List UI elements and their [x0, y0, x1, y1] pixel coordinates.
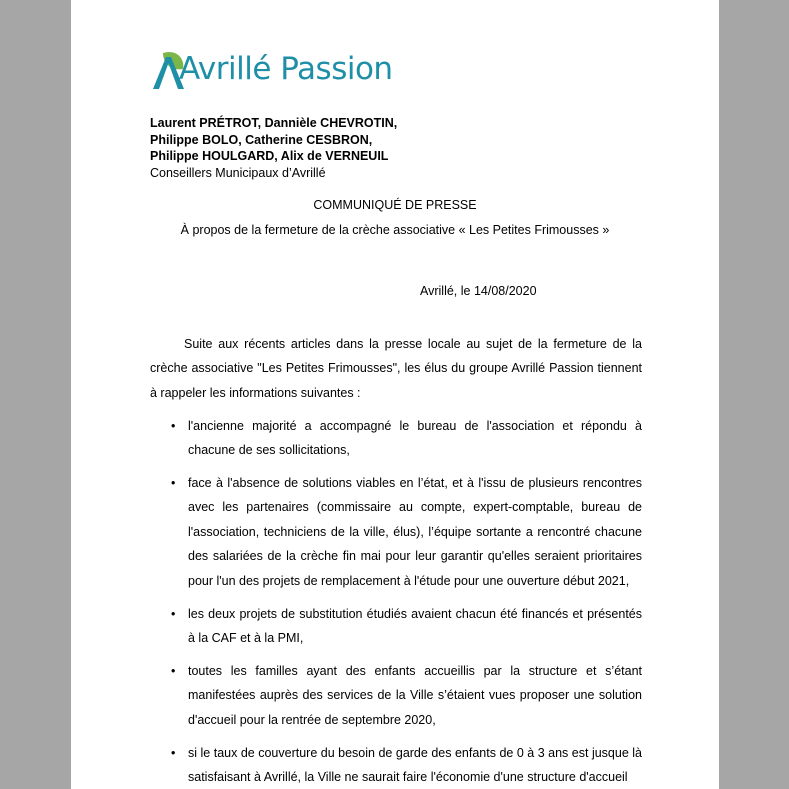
bullet-list	[150, 414, 642, 789]
bullet-icon: •	[171, 606, 176, 621]
press-release-title: COMMUNIQUÉ DE PRESSE	[313, 198, 477, 212]
authors-role: Conseillers Municipaux d’Avrillé	[150, 165, 326, 180]
author-line: Laurent PRÉTROT, Dannièle CHEVROTIN,	[150, 116, 398, 130]
list-item	[150, 741, 642, 789]
list-item	[150, 659, 642, 732]
press-release-subtitle: À propos de la fermeture de la crèche associative « Les Petites Frimousses »	[180, 223, 610, 237]
list-item	[150, 414, 642, 463]
authors-block	[150, 115, 550, 181]
body-text	[150, 332, 642, 789]
logo	[149, 47, 409, 95]
list-item-text: face à l'absence de solutions viables en l’état, et à l'issu de plusieurs rencontres avec les partenaires (commissaire au compte, expert-comptable, bureau de l'association, techniciens de la ville, élus), l’équipe sortante a rencontré chacune des salariées de la crèche fin mai pour leur garantir qu'elles seraient prioritaires pour l'un des projets de remplacement à l'étude pour une ouverture début 2021,	[188, 476, 642, 588]
document-page	[71, 0, 719, 789]
intro-paragraph: Suite aux récents articles dans la presse locale au sujet de la fermeture de la crèche associative "Les Petites Frimousses", les élus du groupe Avrillé Passion tiennent à rappeler les informations suivantes :	[150, 337, 642, 400]
author-line: Philippe BOLO, Catherine CESBRON,	[150, 132, 373, 147]
logo-text: Avrillé Passion	[179, 51, 393, 87]
list-item-text: les deux projets de substitution étudiés avaient chacun été financés et présentés à la CAF et à la PMI,	[188, 606, 642, 645]
author-line: Philippe HOULGARD, Alix de VERNEUIL	[150, 149, 389, 164]
bullet-icon: •	[171, 418, 176, 433]
list-item-text: toutes les familles ayant des enfants accueillis par la structure et s’étant manifestées auprès des services de la Ville s’étaient vues proposer une solution d'accueil pour la rentrée de septembre 2020,	[188, 663, 642, 727]
dateline: Avrillé, le 14/08/2020	[420, 284, 537, 298]
list-item	[150, 602, 642, 651]
list-item-text: si le taux de couverture du besoin de garde des enfants de 0 à 3 ans est jusque là satisfaisant à Avrillé, la Ville ne saurait faire l'économie d'une structure d'accueil	[188, 745, 642, 784]
bullet-icon: •	[171, 745, 176, 760]
bullet-icon: •	[171, 476, 176, 491]
list-item	[150, 471, 642, 593]
list-item-text: l'ancienne majorité a accompagné le bureau de l'association et répondu à chacune de ses sollicitations,	[188, 418, 642, 458]
bullet-icon: •	[171, 663, 176, 678]
